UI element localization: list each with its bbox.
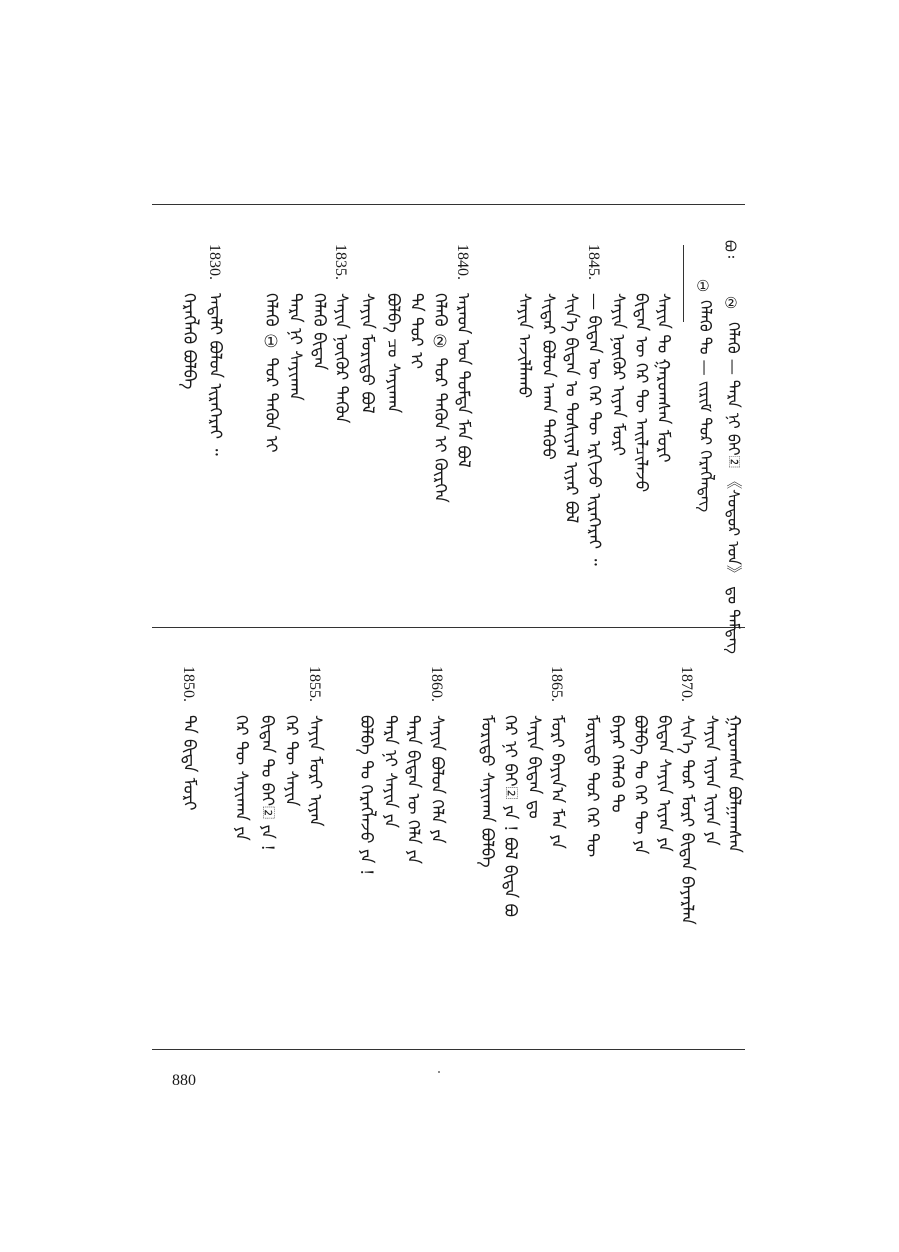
poem-line: ᠠᠳᠠᠯᠢ ᠪᠣᠯᠤᠨ ᠢᠷᠡᠭᠡᠷᠡᠢ ᠃	[205, 293, 225, 456]
line-number: 1870.	[678, 666, 695, 702]
footnote-text-2: ᠬᠡᠯᠡᠬᠦ — ᠲᠡᠷᠡ ᠨᠢ ᠪᠠᠢ᠌ 《ᠰᠤᠳᠤᠷ ᠤᠨ》 ᠳᠤ ᠲᠡᠮᠳᠡᠭ	[724, 322, 743, 654]
poem-line: ᠬᠡᠯᠡᠬᠦ ① ᠳᠤᠷ ᠲᠡᠭᠦᠨ ᠢ	[261, 293, 281, 453]
poem-line: ᠰᠢᠨ᠎ᠡ ᠪᠢᠳᠡᠨ ᠤ ᠲᠤᠰᠢᠶᠠᠯ ᠢᠶᠠᠷ ᠪᠣᠯ	[561, 293, 581, 524]
poem-line: ᠰᠢᠳᠠᠷ ᠪᠣᠯᠤᠨ ᠠᠬᠠ ᠳᠡᠭᠦᠦ	[538, 293, 558, 460]
poem-line: ᠪᠠᠶᠠᠷ ᠬᠡᠯᠡᠬᠦ ᠲᠤ	[607, 715, 627, 813]
poem-line: ᠰᠠᠶᠢᠨ ᠲᠤ ᠭᠠᠷᠤᠭᠰᠠᠨ ᠮᠣᠷᠢ	[653, 293, 673, 463]
poem-line: ᠰᠠᠶᠢᠨ ᠪᠣᠯᠤᠨ ᠬᠡᠯᠡ ᠶᠠ	[427, 715, 447, 844]
line-number: 1830.	[206, 244, 223, 280]
poem-line: ᠰᠠᠶᠢᠨ ᠮᠣᠷᠢ ᠢᠶᠠᠨ	[305, 715, 325, 827]
poem-line: ᠬᠡᠯᠡᠬᠦ ᠪᠢᠳᠡᠨ	[309, 293, 329, 371]
poem-line: ᠬᠡᠷ ᠲᠦ ᠰᠠᠶᠢᠬᠠᠨ ᠶᠠ	[231, 715, 251, 841]
poem-line: ᠰᠠᠶᠢᠨ ᠨᠦᠬᠦᠷ ᠢᠶᠠᠨ ᠮᠣᠷᠢ	[608, 293, 628, 456]
footnote-separator	[683, 245, 684, 322]
line-number: 1860.	[428, 666, 445, 702]
line-number: 1855.	[306, 666, 323, 702]
poem-line: ᠭᠠᠷᠤᠭᠰᠠᠨ ᠪᠣᠯᠭᠠᠭᠰᠠᠨ	[724, 715, 744, 853]
poem-line: ᠰᠠᠶᠢᠨ ᠢᠶᠠᠨ ᠢᠶᠠᠨ ᠶᠠ	[701, 715, 721, 846]
poem-line: ᠲᠡᠷᠡ ᠪᠢᠳᠡᠨ ᠦ ᠬᠡᠯᠡ ᠶᠠ	[403, 715, 423, 864]
poem-line: ᠲᠡᠷᠡ ᠨᠢ ᠰᠠᠶᠢᠬᠠᠨ	[285, 293, 305, 401]
poem-line: ᠬᠡᠷᠡᠭᠯᠡᠬᠦ ᠪᠣᠯᠪᠠ	[179, 293, 199, 390]
poem-line: ᠬᠡᠷ ᠨᠢ ᠪᠠᠢ᠌ ᠶᠠ ! ᠪᠣᠯ ᠪᠢᠳᠡ ᠪᠣ	[500, 715, 520, 918]
footnote-text-1: ᠬᠡᠯᠡᠬᠦ ᠲᠤ — ᠵᠢᠷᠢᠮ ᠳᠤᠷ ᠬᠡᠷᠡᠭᠯᠡᠳᠡᠭ	[696, 300, 715, 513]
poem-line: ᠮᠣᠷᠢ ᠪᠠᠶᠢᠨ᠎ᠠ ᠮᠠᠨ ᠶᠠ	[547, 715, 567, 849]
poem-line: ᠬᠡᠯᠡᠬᠦ ② ᠳᠤᠷ ᠲᠡᠭᠦᠨ ᠢ ᠬᠦᠷᠭᠡᠨ	[430, 293, 450, 503]
page-number: 880	[172, 1072, 196, 1089]
poem-line: ᠲᠡ ᠪᠢᠳᠡ ᠮᠣᠷᠢ	[179, 715, 199, 811]
rule-top	[152, 204, 745, 205]
poem-line: ᠪᠣᠯᠪᠠ ᠲᠤ ᠭᠡᠷ ᠲᠦ ᠶᠠ	[630, 715, 650, 855]
line-number: 1835.	[332, 244, 349, 280]
stray-dot	[438, 1071, 440, 1073]
poem-line: ᠪᠢᠳᠡᠨ ᠦ ᠭᠡᠷ ᠲᠦ ᠠᠢᠯᠴᠢᠯᠠᠵᠤ	[631, 293, 651, 493]
line-number: 1850.	[180, 666, 197, 702]
line-number: 1840.	[454, 244, 471, 280]
poem-line: ᠰᠢᠨ᠎ᠡ ᠳᠤᠷ ᠮᠣᠷᠢ ᠪᠢᠳᠡᠨ ᠪᠠᠶᠠᠷᠯᠠᠨ	[677, 715, 697, 925]
line-number: 1845.	[585, 244, 602, 280]
poem-line: ᠪᠢᠳᠡᠨ ᠰᠠᠶᠢᠨ ᠢᠶᠠᠨ ᠶᠠ	[654, 715, 674, 852]
poem-line: ᠪᠣᠯᠪᠠ ᠲᠤ ᠬᠡᠷᠡᠭᠯᠡᠵᠦ ᠶᠠ !	[356, 715, 376, 876]
poem-line: ᠠᠷᠠᠳ ᠤᠨ ᠳᠤᠮᠳᠠ ᠮᠠᠨ ᠪᠣᠯ	[453, 293, 473, 468]
poem-line: ᠰᠠᠶᠢᠨ ᠪᠢᠳᠡᠨ ᠳᠤ	[524, 715, 544, 819]
line-number: 1865.	[548, 666, 565, 702]
poem-line: — ᠪᠢᠳᠡᠨ ᠦ ᠭᠡᠷ ᠲᠦ ᠡᠷᠭᠢᠵᠦ ᠢᠷᠡᠭᠡᠷᠡᠢ ᠃	[584, 293, 604, 566]
poem-line: ᠬᠡᠷ ᠲᠦ ᠰᠠᠶᠢᠨ	[281, 715, 301, 807]
rule-middle	[152, 627, 745, 628]
poem-line: ᠮᠣᠷᠢᠲᠤ ᠲᠤᠷ ᠬᠡᠷ ᠲᠦ	[582, 715, 602, 858]
poem-line: ᠪᠢᠳᠡᠨ ᠲᠤ ᠪᠠᠢ᠌ ᠶᠠ !	[257, 715, 277, 852]
poem-line: ᠮᠣᠷᠢᠲᠤ ᠰᠠᠶᠢᠬᠠᠨ ᠪᠣᠯᠪᠠ	[477, 715, 497, 868]
poem-line: ᠰᠠᠶᠢᠨ ᠮᠣᠷᠢᠲᠤ ᠪᠣᠯ	[357, 293, 377, 414]
poem-line: ᠪᠣᠯᠪᠠ ᠴᠤ ᠰᠠᠶᠢᠬᠠᠨ	[383, 293, 403, 414]
poem-line: ᠲᠡ ᠳᠤᠷ ᠢ	[406, 293, 426, 369]
poem-line: ᠰᠠᠶᠢᠨ ᠠᠵᠢᠯᠯᠠᠬᠤ	[514, 293, 534, 399]
poem-line: ᠰᠠᠶᠢᠨ ᠨᠦᠬᠦᠷ ᠲᠡᠭᠦᠨ	[331, 293, 351, 424]
header-mark: ᠪᠣ᠄	[721, 240, 739, 259]
footnote-marker-2: ②	[722, 294, 740, 312]
footnote-marker-1: ①	[694, 277, 712, 295]
rule-bottom	[152, 1049, 745, 1050]
poem-line: ᠲᠡᠷᠡ ᠨᠢ ᠰᠠᠶᠢᠨ ᠶᠠ	[380, 715, 400, 829]
